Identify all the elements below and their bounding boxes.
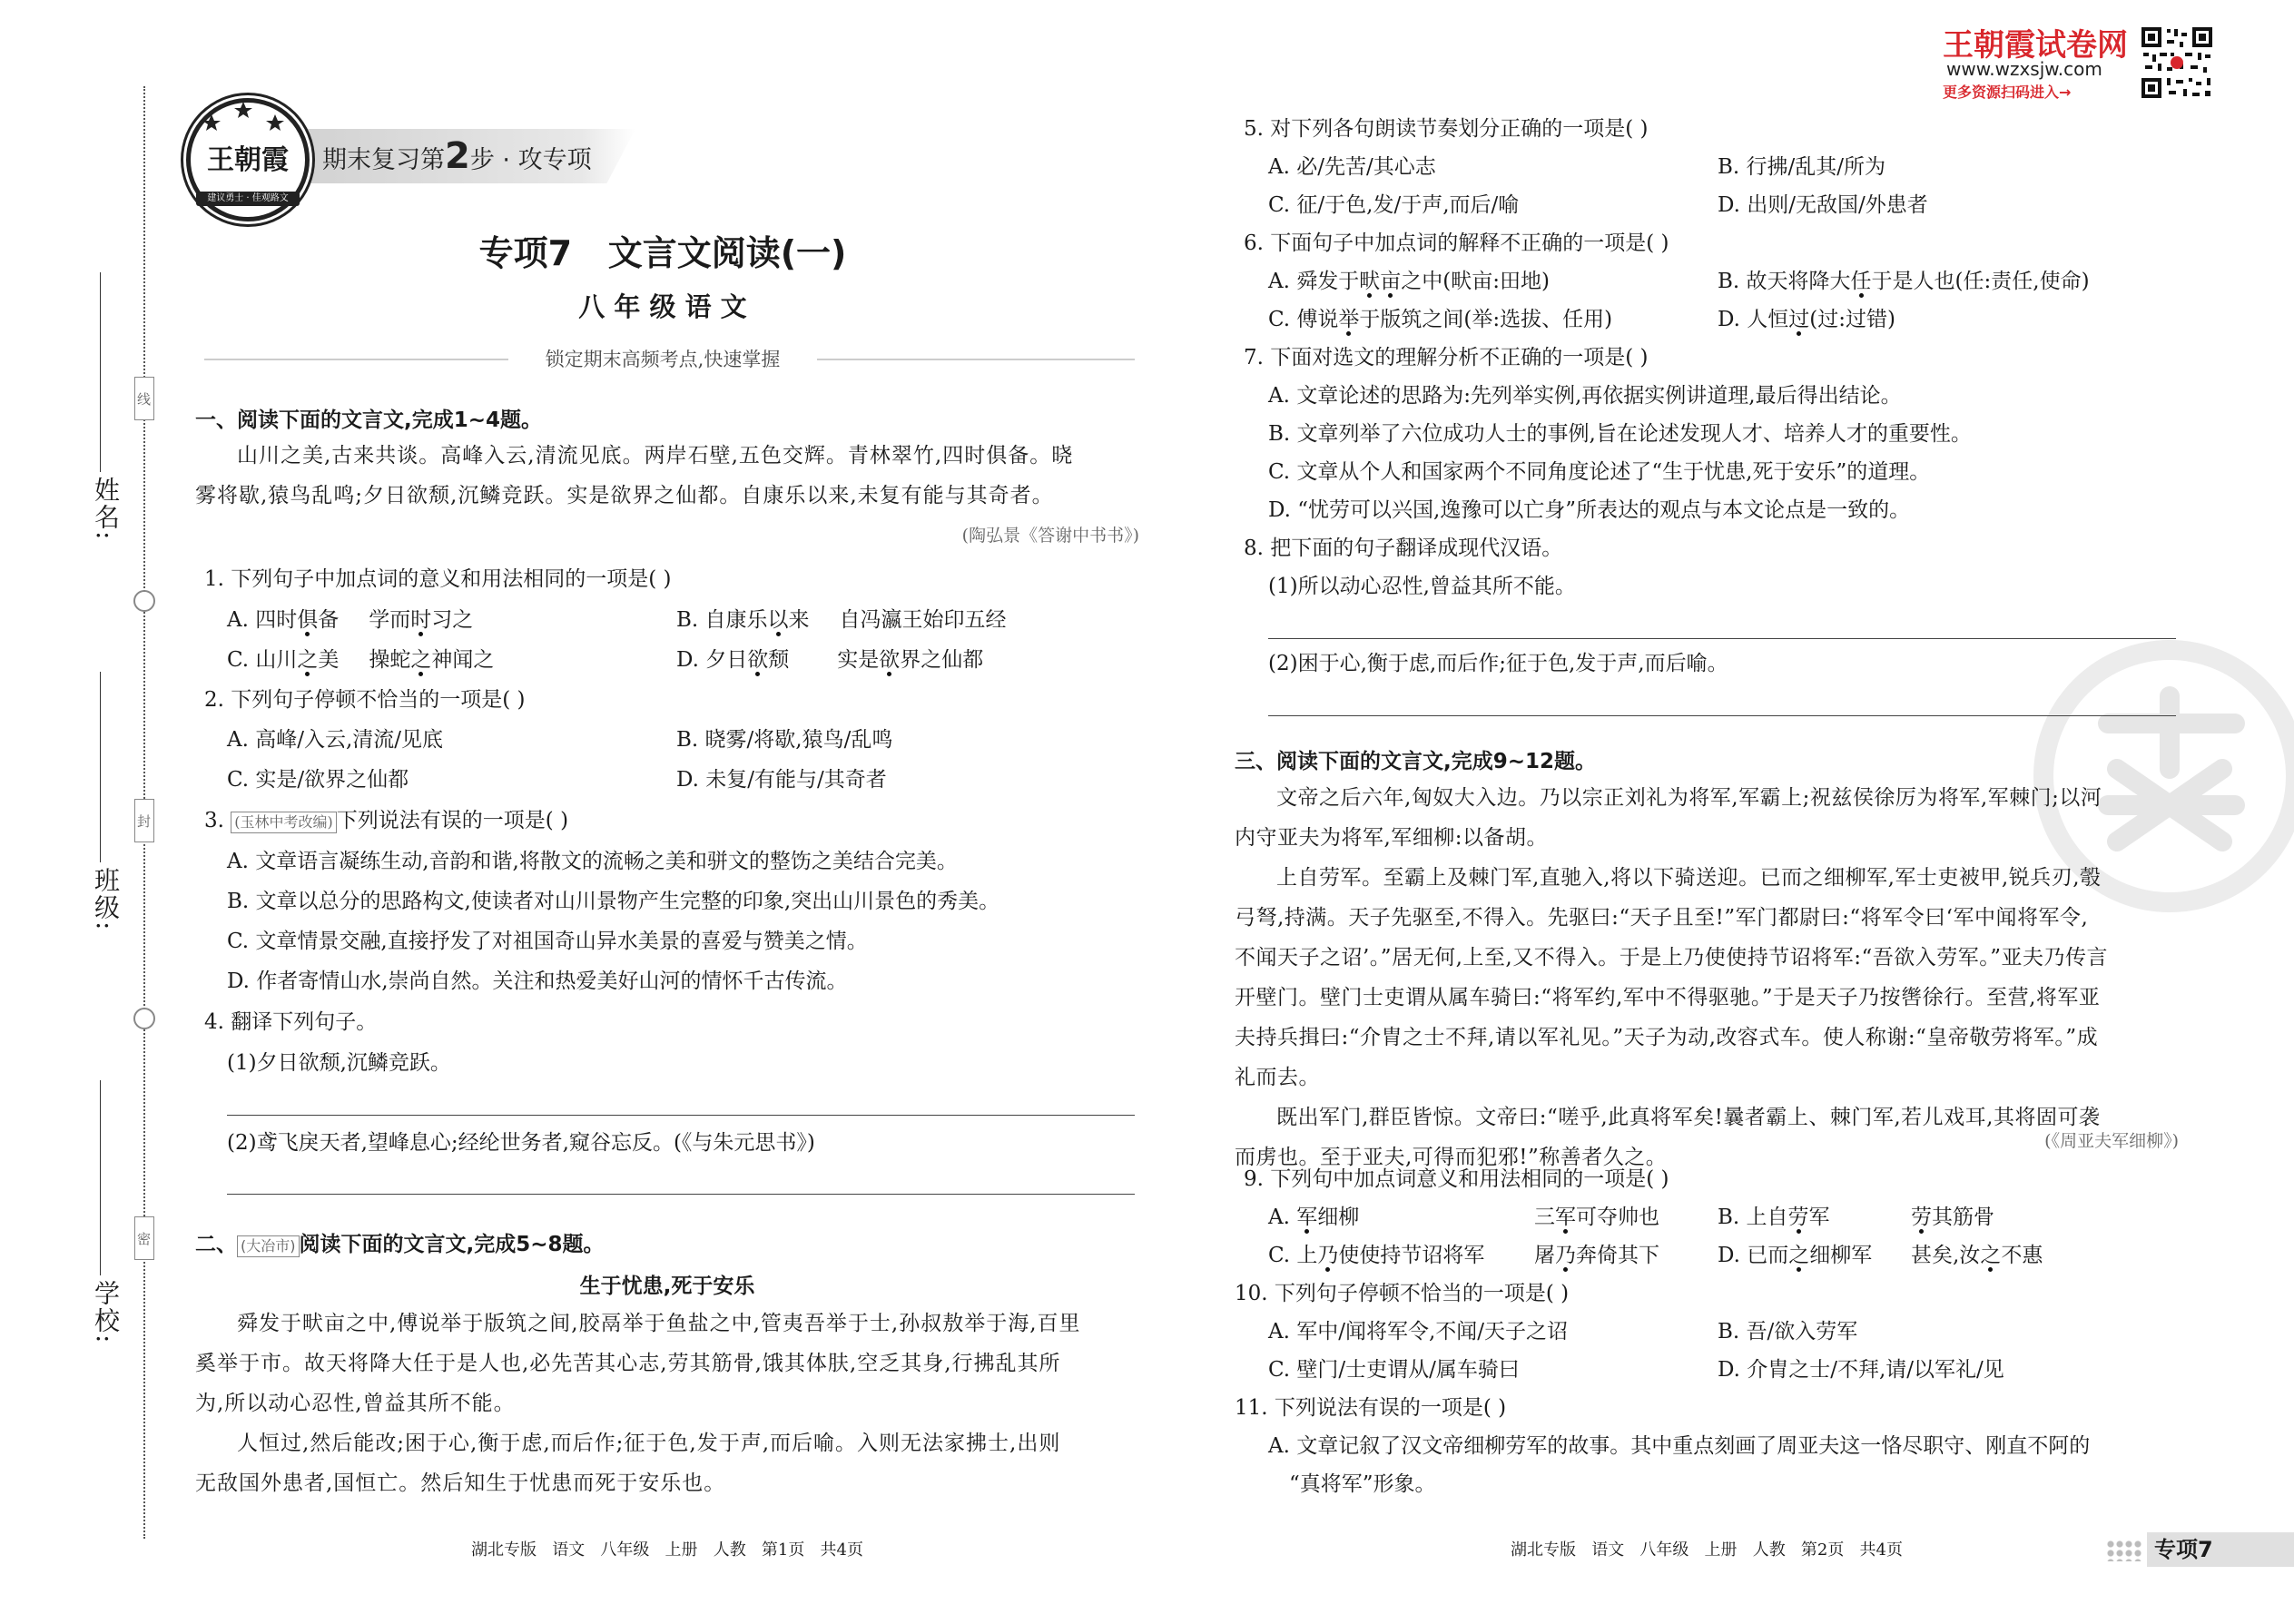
q5-option-b[interactable]: B. 行拂/乱其/所为 [1718,155,1886,179]
q2-option-b[interactable]: B. 晓雾/将歇,猿鸟/乱鸣 [676,728,893,752]
class-field[interactable] [100,672,101,862]
section2-heading: 二、 (大冶市) 阅读下面的文言文,完成5~8题。 [195,1233,605,1256]
slogan-rule-right [817,359,1135,360]
footer-left: 湖北专版 语文 八年级 上册 人教 第1页 共4页 [471,1540,863,1560]
q1-option-a[interactable]: A. 四时俱备 学而时习之 [227,608,474,632]
q3-source-tag: (玉林中考改编) [231,812,337,833]
q9-stem: 9. 下列句中加点词意义和用法相同的一项是( ) [1244,1167,1669,1191]
passage-line: 山川之美,古来共谈。高峰入云,清流见底。两岸石壁,五色交辉。青林翠竹,四时俱备。晓 [237,444,1074,468]
q5-option-c[interactable]: C. 征/于色,发/于声,而后/喻 [1268,193,1520,217]
q8-2-answer-line[interactable] [1268,715,2176,716]
name-label: 姓名: [91,477,121,542]
logo-text: 王朝霞 [207,144,289,176]
q7-option-d[interactable]: D. “忧劳可以兴国,逸豫可以亡身”所表达的观点与本文论点是一致的。 [1268,498,1911,522]
q6-option-d[interactable]: D. 人恒过(过:过错) [1718,308,1895,331]
logo-sub: 建议勇士 · 佳观路文 [196,192,300,206]
q4-stem: 4. 翻译下列句子。 [204,1010,378,1034]
q3-option-d[interactable]: D. 作者寄情山水,崇尚自然。关注和热爱美好山河的情怀千古传流。 [227,969,848,993]
school-label: 学校: [91,1280,121,1345]
q10-option-c[interactable]: C. 壁门/士吏谓从/属车骑曰 [1268,1358,1520,1382]
passage-line: 雾将歇,猿鸟乱鸣;夕日欲颓,沉鳞竞跃。实是欲界之仙都。自康乐以来,未复有能与其奇者。 [195,484,1054,507]
q2-option-d[interactable]: D. 未复/有能与/其奇者 [676,768,887,792]
q7-option-a[interactable]: A. 文章论述的思路为:先列举实例,再依据实例讲道理,最后得出结论。 [1268,384,1902,408]
q9-option-c[interactable]: C. 上乃使使持节诏将军 [1268,1244,1485,1267]
qr-code-icon[interactable] [2140,25,2214,100]
passage-line: 无敌国外患者,国恒亡。然后知生于忧患而死于安乐也。 [195,1471,726,1495]
q7-option-c[interactable]: C. 文章从个人和国家两个不同角度论述了“生于忧患,死于安乐”的道理。 [1268,460,1931,484]
q9-option-d2: 甚矣,汝之不惠 [1911,1244,2043,1267]
q1-block [204,560,672,598]
passage-line: 既出军门,群臣皆惊。文帝曰:“嗟乎,此真将军矣!曩者霸上、棘门军,若儿戏耳,其将固可袭 [1276,1106,2101,1129]
q7-option-b[interactable]: B. 文章列举了六位成功人士的事例,旨在论述发现人才、培养人才的重要性。 [1268,422,1972,446]
tab-dots [2106,1540,2142,1561]
brand-name: 王朝霞试卷网 [1943,27,2128,64]
q7-stem: 7. 下面对选文的理解分析不正确的一项是( ) [1244,346,1649,369]
q9-option-c2: 屠乃奔倚其下 [1534,1244,1659,1267]
q6-stem: 6. 下面句子中加点词的解释不正确的一项是( ) [1244,231,1669,255]
q9-option-a[interactable]: A. 军细柳 [1268,1206,1360,1229]
passage-line: 礼而去。 [1235,1066,1320,1089]
q9-option-d[interactable]: D. 已而之细柳军 [1718,1244,1873,1267]
passage-line: 奚举于市。故天将降大任于是人也,必先苦其心志,劳其筋骨,饿其体肤,空乏其身,行拂乱其所 [195,1352,1061,1375]
passage-line: 上自劳军。至霸上及棘门军,直驰入,将以下骑送迎。已而之细柳军,军士吏被甲,锐兵刃,彀 [1276,866,2102,890]
passage-line: 夫持兵揖曰:“介胄之士不拜,请以军礼见。”天子为动,改容式车。使人称谢:“皇帝敬劳将军。”成 [1235,1026,2099,1049]
section2-source-tag: (大冶市) [237,1235,300,1257]
q8-item-2: (2)困于心,衡于虑,而后作;征于色,发于声,而后喻。 [1268,652,1728,675]
school-field[interactable] [100,1080,101,1275]
q11-stem: 11. 下列说法有误的一项是( ) [1235,1396,1507,1420]
slogan-rule-left [204,359,508,360]
q8-stem: 8. 把下面的句子翻译成现代汉语。 [1244,536,1563,560]
q9-option-a2: 三军可夺帅也 [1534,1206,1659,1229]
section-tab: 专项7 [2147,1532,2294,1567]
passage-line: 舜发于畎亩之中,傅说举于版筑之间,胶鬲举于鱼盐之中,管夷吾举于士,孙叔敖举于海,百里 [237,1312,1081,1335]
q9-option-b[interactable]: B. 上自劳军 [1718,1206,1830,1229]
q10-option-a[interactable]: A. 军中/闻将军令,不闻/天子之诏 [1268,1320,1569,1343]
q3-option-c[interactable]: C. 文章情景交融,直接抒发了对祖国奇山异水美景的喜爱与赞美之情。 [227,930,868,953]
passage-line: 为,所以动心忍性,曾益其所不能。 [195,1392,516,1415]
q6-option-c[interactable]: C. 傅说举于版筑之间(举:选拔、任用) [1268,308,1613,331]
passage-line: 弓弩,持满。天子先驱至,不得入。先驱曰:“天子且至!”军门都尉曰:“将军令曰‘军中闻将军令, [1235,906,2089,930]
section2-title: 生于忧患,死于安乐 [579,1275,755,1298]
slogan: 锁定期末高频考点,快速掌握 [545,349,781,370]
q8-item-1: (1)所以动心忍性,曾益其所不能。 [1268,575,1576,598]
q10-option-d[interactable]: D. 介胄之士/不拜,请/以军礼/见 [1718,1358,2004,1382]
footer-right: 湖北专版 语文 八年级 上册 人教 第2页 共4页 [1511,1540,1903,1560]
q11-option-a-cont: “真将军”形象。 [1289,1472,1436,1496]
passage-line: 人恒过,然后能改;困于心,衡于虑,而后作;征于色,发于声,而后喻。入则无法家拂士,出则 [237,1432,1061,1455]
q6-option-a[interactable]: A. 舜发于畎亩之中(畎亩:田地) [1268,270,1550,293]
q3-option-a[interactable]: A. 文章语言凝练生动,音韵和谐,将散文的流畅之美和骈文的整饬之美结合完美。 [227,850,958,873]
q1-option-b[interactable]: B. 自康乐以来 自冯瀛王始印五经 [676,608,1007,632]
binding-mark-1: 线 [134,377,154,420]
q4-item-2: (2)鸢飞戾天者,望峰息心;经纶世务者,窥谷忘反。(《与朱元思书》) [227,1131,815,1155]
section2-passage [195,1304,1139,1503]
passage-line: 文帝之后六年,匈奴大入边。乃以宗正刘礼为将军,军霸上;祝兹侯徐厉为将军,军棘门;以河 [1276,786,2102,810]
q3-option-b[interactable]: B. 文章以总分的思路构文,使读者对山川景物产生完整的印象,突出山川景色的秀美。 [227,890,1000,913]
brand-scan-hint: 更多资源扫码进入→ [1943,84,2072,101]
binding-hole-1 [133,590,155,612]
passage-line: 内守亚夫为将军,军细柳:以备胡。 [1235,826,1549,850]
section3-passage [1235,778,2179,1177]
q8-1-answer-line[interactable] [1268,638,2176,639]
page-title: 专项7 文言文阅读(一) [478,233,847,273]
q11-option-a[interactable]: A. 文章记叙了汉文帝细柳劳军的故事。其中重点刻画了周亚夫这一恪尽职守、刚直不阿的 [1268,1434,2091,1458]
banner-text: 期末复习第2步 · 攻专项 [322,135,592,177]
page-subtitle: 八 年 级 语 文 [578,291,747,322]
q3-stem: 3. (玉林中考改编) 下列说法有误的一项是( ) [204,809,569,832]
brand-url: www.wzxsjw.com [1946,58,2102,80]
q1-option-d[interactable]: D. 夕日欲颓 实是欲界之仙都 [676,648,984,672]
q10-option-b[interactable]: B. 吾/欲入劳军 [1718,1320,1858,1343]
q2-stem: 2. 下列句子停顿不恰当的一项是( ) [204,688,526,712]
q5-option-a[interactable]: A. 必/先苦/其心志 [1268,155,1436,179]
q4-item-1: (1)夕日欲颓,沉鳞竞跃。 [227,1051,451,1075]
q1-option-c[interactable]: C. 山川之美 操蛇之神闻之 [227,648,495,672]
passage-line: 不闻天子之诏’。”居无何,上至,又不得入。于是上乃使使持节诏将军:“吾欲入劳军。”亚夫乃传言 [1235,946,2108,969]
q2-option-c[interactable]: C. 实是/欲界之仙都 [227,768,409,792]
section1-heading: 一、阅读下面的文言文,完成1~4题。 [195,408,543,432]
q2-option-a[interactable]: A. 高峰/入云,清流/见底 [227,728,444,752]
logo-badge [186,98,310,221]
q4-1-answer-line[interactable] [227,1115,1135,1116]
q1-stem: 1. 下列句子中加点词的意义和用法相同的一项是( ) [204,567,672,591]
q6-option-b[interactable]: B. 故天将降大任于是人也(任:责任,使命) [1718,270,2090,293]
q10-stem: 10. 下列句子停顿不恰当的一项是( ) [1235,1282,1570,1305]
q9-option-b2: 劳其筋骨 [1911,1206,1994,1229]
binding-mark-3: 密 [134,1216,154,1260]
name-field[interactable] [100,272,101,472]
section1-source: (陶弘景《答谢中书书》) [961,526,1139,546]
section3-heading: 三、阅读下面的文言文,完成9~12题。 [1235,750,1597,773]
q5-stem: 5. 对下列各句朗读节奏划分正确的一项是( ) [1244,117,1649,141]
class-label: 班级: [91,867,121,932]
q4-2-answer-line[interactable] [227,1194,1135,1195]
section3-source: (《周亚夫军细柳》) [2044,1131,2179,1151]
q5-option-d[interactable]: D. 出则/无敌国/外患者 [1718,193,1928,217]
passage-line: 开壁门。壁门士吏谓从属车骑曰:“将军约,军中不得驱驰。”于是天子乃按辔徐行。至营,将军亚 [1235,986,2101,1009]
binding-mark-2: 封 [134,799,154,842]
binding-hole-2 [133,1008,155,1029]
section1-passage [195,436,1139,516]
passage-line: 而虏也。至于亚夫,可得而犯邪!”称善者久之。 [1235,1146,1668,1169]
